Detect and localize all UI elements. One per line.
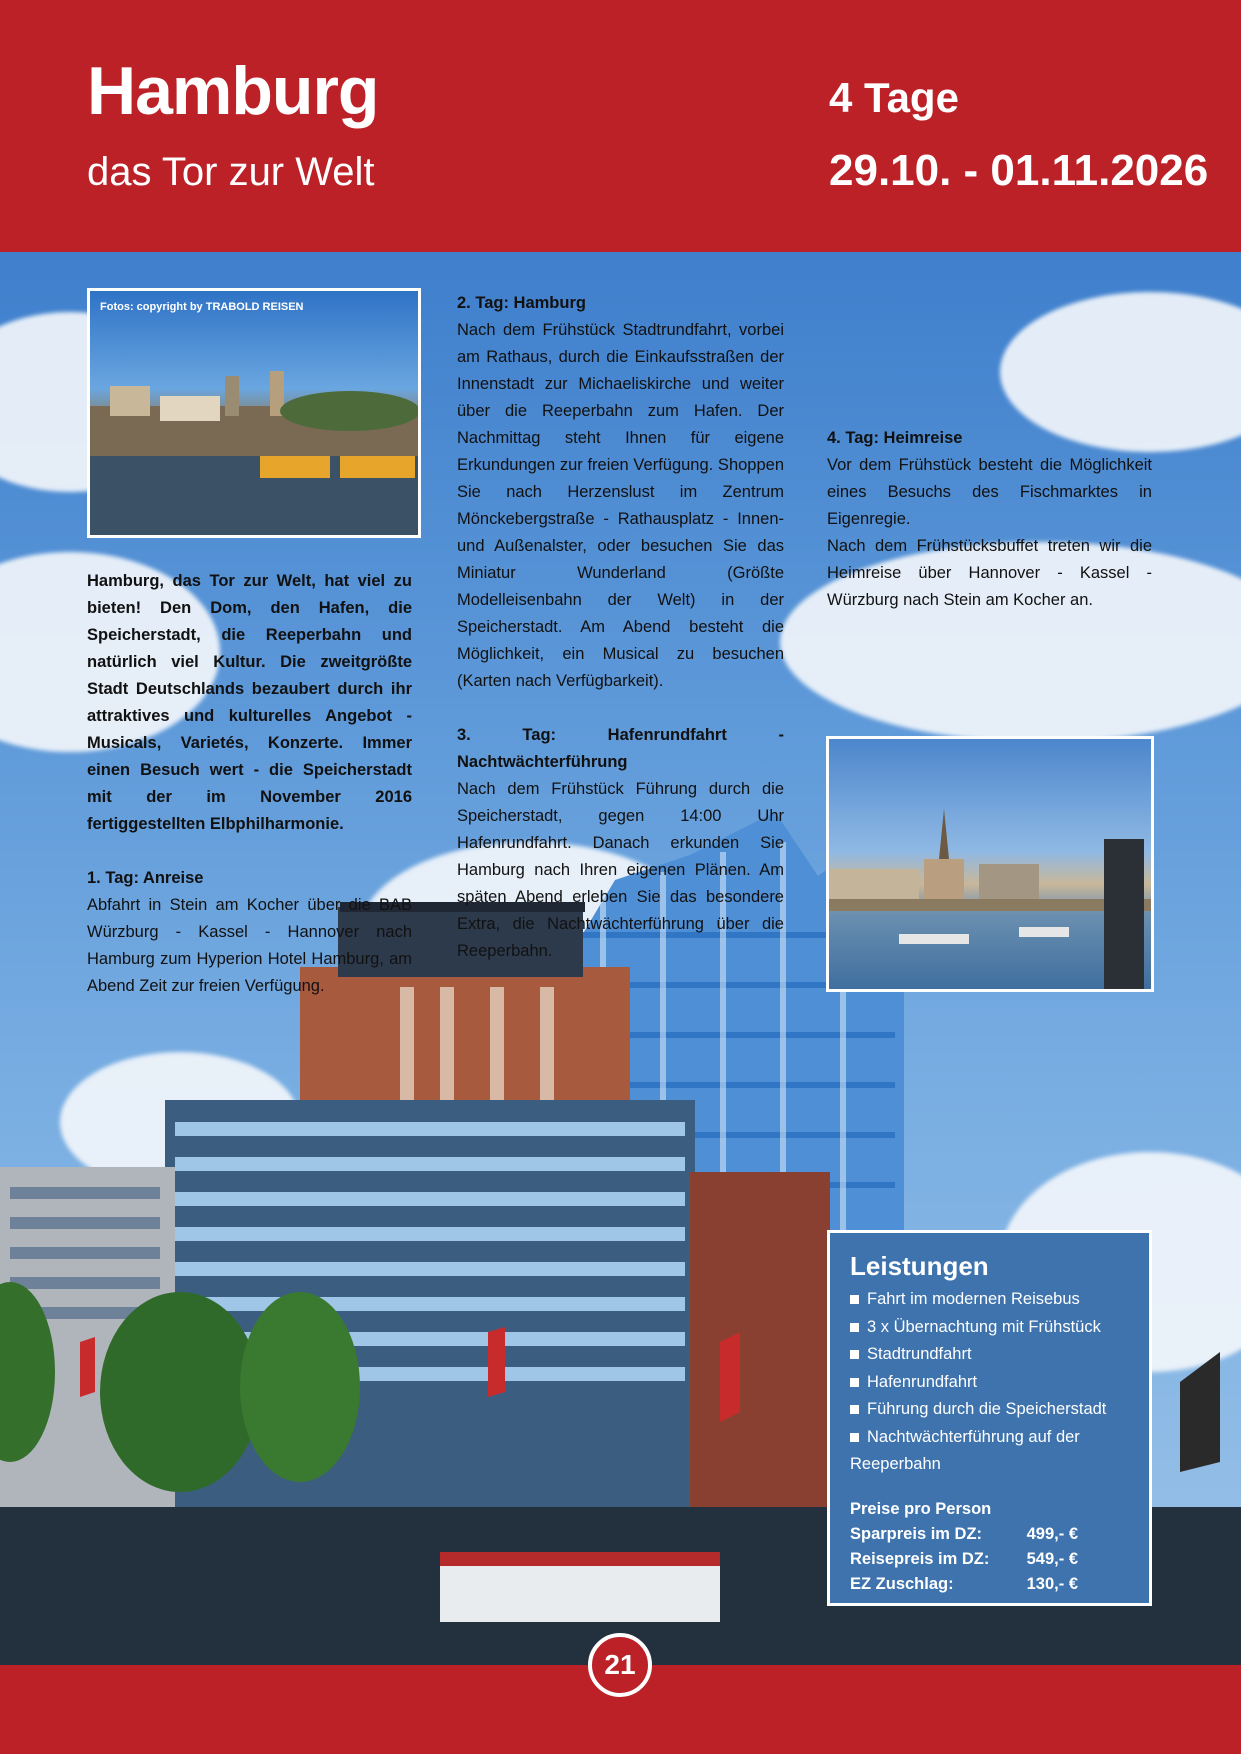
services-item-label: Stadtrundfahrt bbox=[867, 1345, 972, 1363]
hamburg-skyline-photo bbox=[826, 736, 1154, 992]
square-bullet-icon bbox=[850, 1323, 859, 1332]
services-box bbox=[827, 1230, 1152, 1606]
price-value: 549,- € bbox=[1026, 1549, 1078, 1568]
day3-title: 3. Tag: Hafenrundfahrt - Nachtwächterführung bbox=[457, 726, 784, 771]
day1-title: 1. Tag: Anreise bbox=[87, 869, 204, 887]
services-item-label: Nachtwächterführung auf der Reeperbahn bbox=[850, 1427, 1080, 1473]
day4-title: 4. Tag: Heimreise bbox=[827, 429, 963, 447]
price-row bbox=[850, 1547, 1149, 1572]
price-label: Reisepreis im DZ: bbox=[850, 1549, 990, 1568]
column-left bbox=[87, 568, 412, 1000]
services-title: Leistungen bbox=[850, 1251, 989, 1281]
services-list bbox=[850, 1286, 1149, 1479]
services-item-label: Führung durch die Speicherstadt bbox=[867, 1400, 1107, 1418]
day3-text-part1 bbox=[457, 776, 784, 965]
price-label: EZ Zuschlag: bbox=[850, 1574, 954, 1593]
services-item-label: Fahrt im modernen Reisebus bbox=[867, 1290, 1080, 1308]
page-subtitle: das Tor zur Welt bbox=[87, 150, 375, 194]
day3-continuation-spacer bbox=[827, 290, 1152, 425]
prices-title: Preise pro Person bbox=[850, 1499, 992, 1518]
day2-title: 2. Tag: Hamburg bbox=[457, 294, 586, 312]
services-item-label: Hafenrundfahrt bbox=[867, 1372, 978, 1391]
day3-text: Nach dem Frühstück Führung durch die Speicherstadt, gegen 14:00 Uhr Hafenrundfahrt. Danach erkunden Sie Hamburg nach Ihren eigenen Plänen. Am späten Abend erleben Sie das besondere Extra, die Nachtwächterführung über die Reeperbahn. bbox=[457, 780, 784, 960]
hamburg-harbor-photo bbox=[87, 288, 421, 538]
square-bullet-icon bbox=[850, 1350, 859, 1359]
services-item bbox=[850, 1314, 1149, 1342]
day2-text: Nach dem Frühstück Stadtrundfahrt, vorbei am Rathaus, durch die Einkaufsstraßen der Innenstadt zur Michaeliskirche und weiter über die Reeperbahn zum Hafen. Der Nachmittag steht Ihnen für eigene Erkundungen zur freien Verfügung. Shoppen Sie nach Herzenslust im Zentrum Mönckebergstraße - Rathausplatz - Innen- und Außenalster, oder besuchen Sie das Miniatur Wunderland (Größte Modelleisenbahn der Welt) in der Speicherstadt. Am Abend besteht die Möglichkeit, ein Musical zu besuchen (Karten nach Verfügbarkeit). bbox=[457, 321, 784, 690]
day4-text-1: Vor dem Frühstück besteht die Möglichkeit eines Besuchs des Fischmarktes in Eigenregie. bbox=[827, 456, 1152, 528]
price-row bbox=[850, 1572, 1149, 1597]
square-bullet-icon bbox=[850, 1405, 859, 1414]
price-row bbox=[850, 1522, 1149, 1547]
day1-text: Abfahrt in Stein am Kocher über die BAB Würzburg - Kassel - Hannover nach Hamburg zum Hyperion Hotel Hamburg, am Abend Zeit zur freien Verfügung. bbox=[87, 896, 412, 995]
column-right bbox=[827, 290, 1152, 614]
square-bullet-icon bbox=[850, 1433, 859, 1442]
services-item bbox=[850, 1341, 1149, 1369]
square-bullet-icon bbox=[850, 1295, 859, 1304]
services-item bbox=[850, 1369, 1149, 1397]
price-value: 499,- € bbox=[1026, 1524, 1078, 1543]
services-item bbox=[850, 1286, 1149, 1314]
trip-dates: 29.10. - 01.11.2026 bbox=[829, 146, 1209, 195]
intro-text: Hamburg, das Tor zur Welt, hat viel zu bieten! Den Dom, den Hafen, die Speicherstadt, die Reeperbahn und natürlich viel Kultur. Die zweitgrößte Stadt Deutschlands bezaubert durch ihr attraktives und kulturelles Angebot - Musicals, Varietés, Konzerte. Immer einen Besuch wert - die Speicherstadt mit der im November 2016 fertiggestellten Elbphilharmonie. bbox=[87, 572, 412, 833]
page-number: 21 bbox=[588, 1633, 652, 1697]
header-banner bbox=[0, 0, 1241, 252]
photo-credit: Fotos: copyright by TRABOLD REISEN bbox=[100, 301, 304, 313]
column-middle bbox=[457, 290, 784, 965]
square-bullet-icon bbox=[850, 1378, 859, 1387]
services-item bbox=[850, 1424, 1149, 1479]
page-title: Hamburg bbox=[87, 53, 379, 129]
price-label: Sparpreis im DZ: bbox=[850, 1524, 983, 1543]
prices-section bbox=[850, 1497, 1149, 1597]
services-item bbox=[850, 1396, 1149, 1424]
trip-duration: 4 Tage bbox=[829, 74, 959, 121]
services-item-label: 3 x Übernachtung mit Frühstück bbox=[867, 1317, 1101, 1336]
day4-text-2: Nach dem Frühstücksbuffet treten wir die Heimreise über Hannover - Kassel - Würzburg nach Stein am Kocher an. bbox=[827, 537, 1152, 609]
price-value: 130,- € bbox=[1026, 1574, 1078, 1593]
